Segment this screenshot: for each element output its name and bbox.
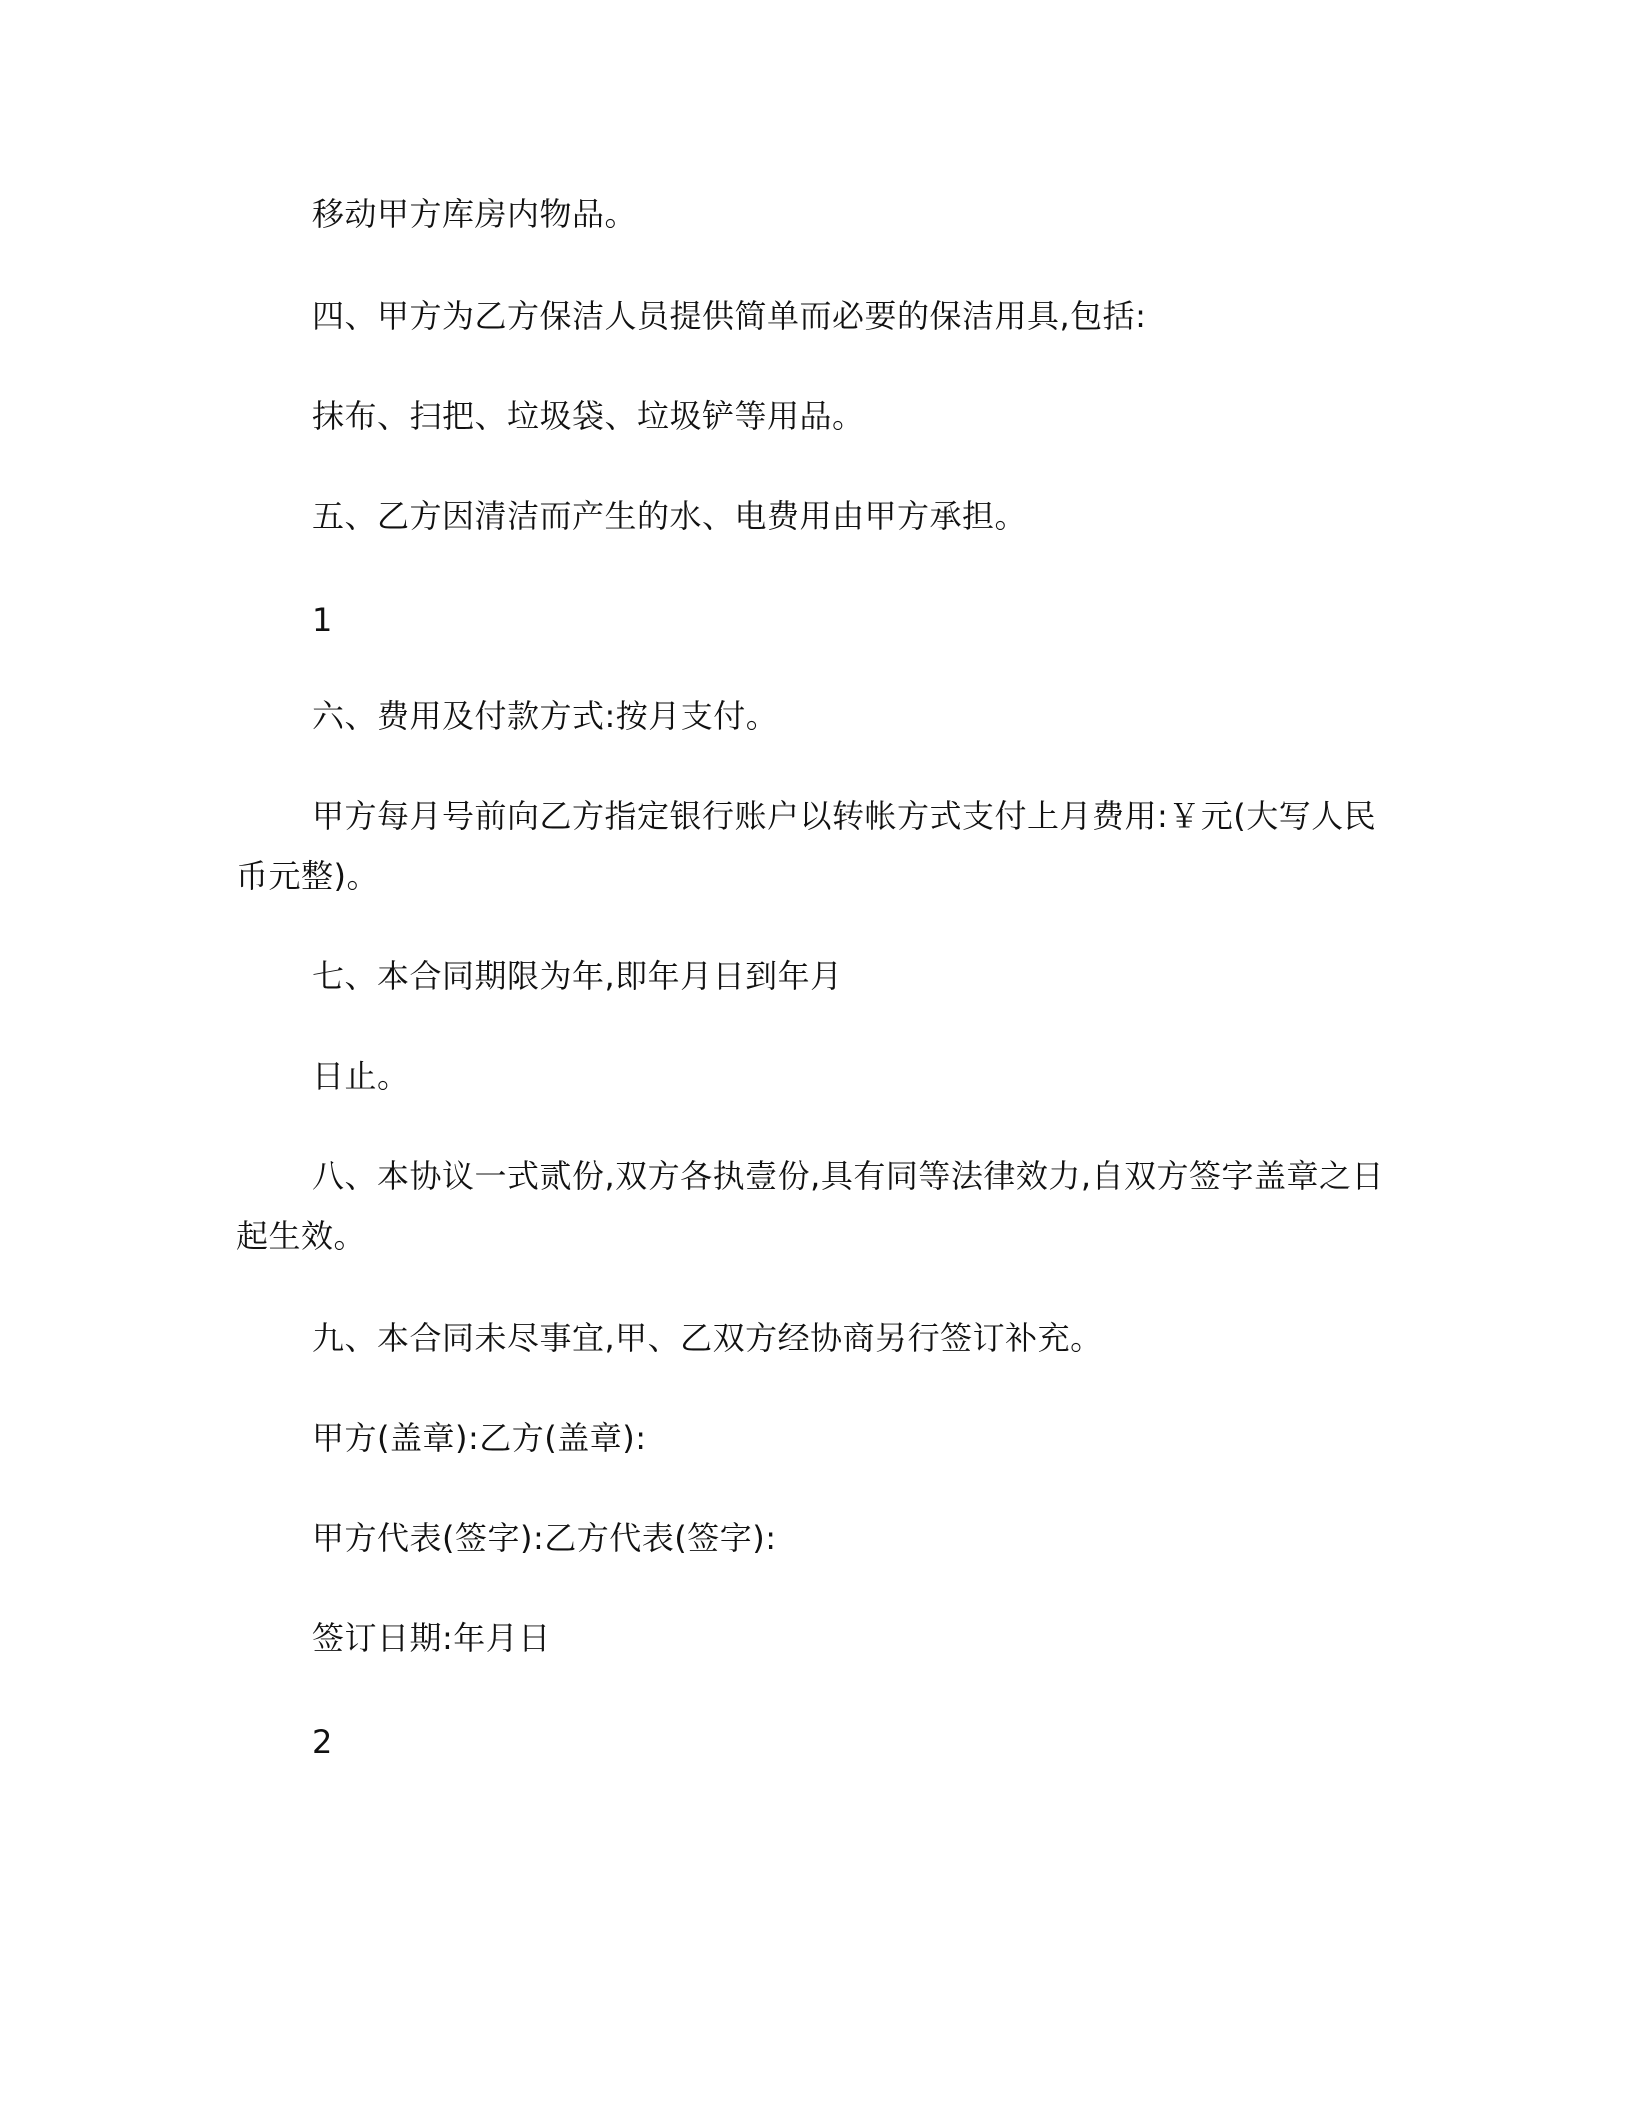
clause-7-cont: 日止。 [312, 1057, 410, 1095]
page-number-2: 2 [312, 1723, 333, 1761]
party-seals-line: 甲方(盖章):乙方(盖章): [312, 1419, 647, 1457]
clause-4-items: 抹布、扫把、垃圾袋、垃圾铲等用品。 [312, 397, 865, 435]
clause-4-heading: 四、甲方为乙方保洁人员提供简单而必要的保洁用具,包括: [312, 297, 1147, 335]
signing-date-line: 签订日期:年月日 [312, 1619, 551, 1657]
clause-9: 九、本合同未尽事宜,甲、乙双方经协商另行签订补充。 [312, 1319, 1103, 1357]
clause-5: 五、乙方因清洁而产生的水、电费用由甲方承担。 [312, 497, 1028, 535]
clause-8: 八、本协议一式贰份,双方各执壹份,具有同等法律效力,自双方签字盖章之日 [312, 1157, 1385, 1195]
clause-3-continuation: 移动甲方库房内物品。 [312, 195, 638, 233]
party-signatures-line: 甲方代表(签字):乙方代表(签字): [312, 1519, 777, 1557]
clause-6-payment-cont: 币元整)。 [236, 857, 379, 895]
page-number-1: 1 [312, 601, 333, 639]
clause-7: 七、本合同期限为年,即年月日到年月 [312, 957, 843, 995]
clause-6-payment: 甲方每月号前向乙方指定银行账户以转帐方式支付上月费用:￥元(大写人民 [312, 797, 1377, 835]
clause-8-cont: 起生效。 [236, 1217, 367, 1255]
clause-6-heading: 六、费用及付款方式:按月支付。 [312, 697, 779, 735]
